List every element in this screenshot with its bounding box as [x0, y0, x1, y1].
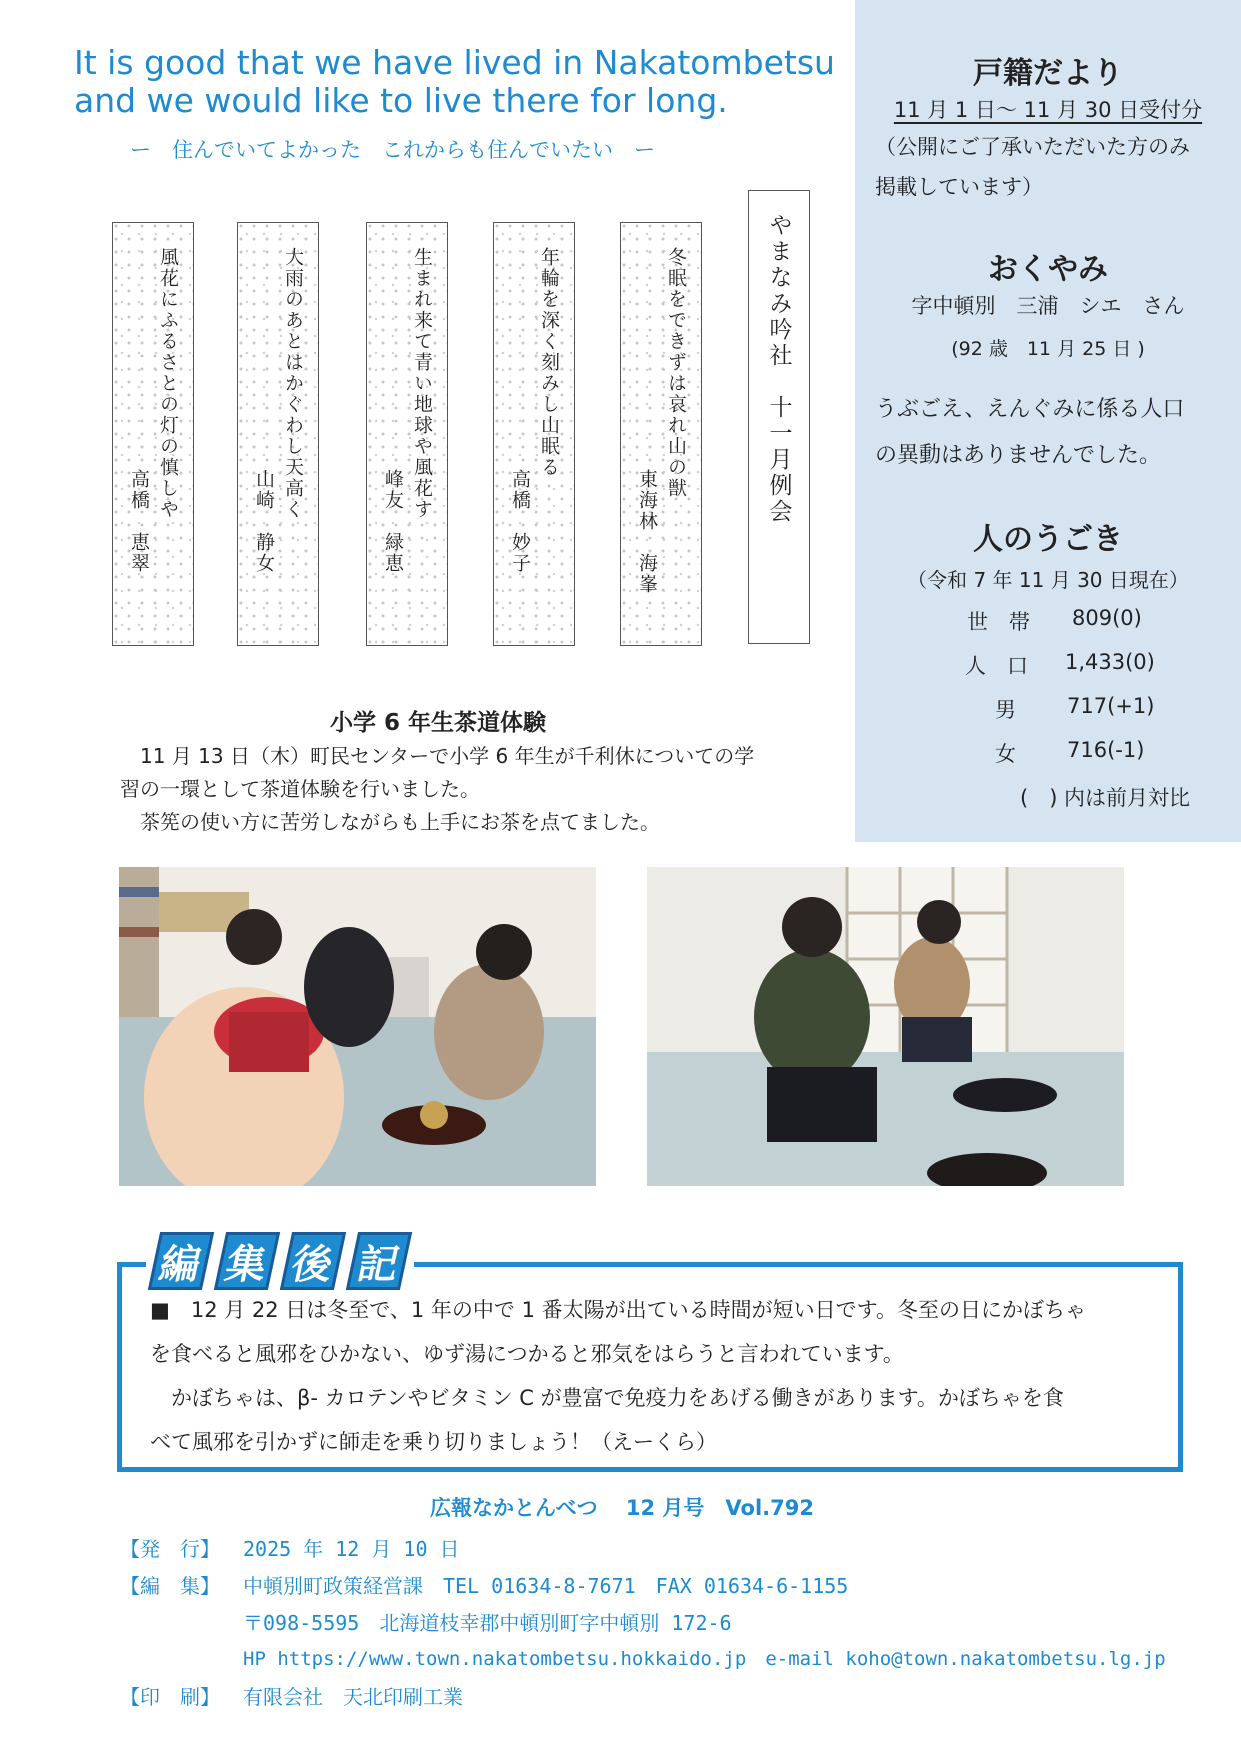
- editor-note-title-char: 集: [214, 1232, 280, 1290]
- haiku-title: やまなみ吟社 十一月例会: [765, 213, 792, 525]
- haiku-poem: 風花にふるさとの灯の慎しや: [157, 247, 179, 520]
- stat-value: 717(+1): [1067, 694, 1155, 718]
- issue-label: 【発 行】: [120, 1537, 220, 1561]
- editor-note-line3: かぼちゃは、β- カロテンやビタミン C が豊富で免疫力をあげる働きがあります。かぼちゃを食: [171, 1386, 1064, 1410]
- editor-contact: 中頓別町政策経営課 TEL 01634-8-7671 FAX 01634-6-1155: [243, 1574, 849, 1598]
- editor-note-title-char: 編: [148, 1232, 214, 1290]
- stat-label: 世 帯: [967, 610, 1030, 634]
- koseki-period: 11 月 1 日～ 11 月 30 日受付分: [893, 98, 1203, 122]
- haiku-card-3: [366, 222, 448, 646]
- koseki-note-1: （公開にご了承いただいた方のみ: [875, 135, 1190, 159]
- haiku-author: 山崎 静女: [253, 469, 275, 574]
- printer-label: 【印 刷】: [120, 1685, 220, 1709]
- stat-label: 女: [995, 742, 1016, 766]
- haiku-poem: 生まれ来て青い地球や風花す: [411, 247, 433, 520]
- editor-note-line4: べて風邪を引かずに師走を乗り切りましょう！（えーくら）: [150, 1430, 717, 1454]
- editor-note-title-char: 記: [346, 1232, 412, 1290]
- stat-households: [967, 606, 1227, 636]
- haiku-author: 峰友 緑恵: [382, 469, 404, 574]
- printer-name: 有限会社 天北印刷工業: [243, 1685, 463, 1709]
- japanese-slogan: ー 住んでいてよかった これからも住んでいたい ー: [130, 138, 655, 162]
- haiku-author: 高橋 恵翠: [128, 469, 150, 574]
- okuyami-title: おくやみ: [988, 252, 1108, 287]
- stat-value: 1,433(0): [1065, 650, 1155, 674]
- haiku-poem: 冬眠をできずは哀れ山の獣: [665, 247, 687, 499]
- office-address: 〒098-5595 北海道枝幸郡中頓別町字中頓別 172-6: [243, 1611, 732, 1635]
- koseki-note-2: 掲載しています）: [875, 175, 1043, 199]
- web-and-email: HP https://www.town.nakatombetsu.hokkaido.jp e-mail koho@town.nakatombetsu.lg.jp: [243, 1648, 1166, 1670]
- okuyami-note-1: うぶごえ、えんぐみに係る人口: [875, 397, 1185, 422]
- stat-value: 809(0): [1072, 606, 1142, 630]
- english-slogan-line2: and we would like to live there for long.: [74, 81, 728, 120]
- haiku-poem: 大雨のあとはかぐわし天高く: [282, 247, 304, 520]
- okuyami-detail: (92 歳 11 月 25 日 ): [951, 338, 1145, 360]
- article-para1-line1: 11 月 13 日（木）町民センターで小学 6 年生が千利休についての学: [140, 744, 755, 768]
- koseki-title: 戸籍だより: [973, 56, 1123, 91]
- stat-female: [995, 738, 1241, 768]
- editor-note-title-char: 後: [280, 1232, 346, 1290]
- sidebar-panel: [855, 0, 1241, 842]
- haiku-poem: 年輪を深く刻みし山眠る: [538, 247, 560, 478]
- article-body: [120, 740, 840, 839]
- haiku-card-4: [237, 222, 319, 646]
- issue-date: 2025 年 12 月 10 日: [243, 1537, 460, 1561]
- haiku-card-5: [112, 222, 194, 646]
- haiku-card-2: [493, 222, 575, 646]
- editor-note-line2: を食べると風邪をひかない、ゆず湯につかると邪気をはらうと言われています。: [150, 1342, 904, 1366]
- publication-title: 広報なかとんべつ 12 月号 Vol.792: [430, 1496, 814, 1520]
- stat-value: 716(-1): [1067, 738, 1145, 762]
- article-title: 小学 6 年生茶道体験: [330, 710, 547, 736]
- hito-title: 人のうごき: [973, 522, 1123, 557]
- haiku-author: 高橋 妙子: [509, 469, 531, 574]
- english-slogan-line1: It is good that we have lived in Nakatombetsu: [74, 43, 835, 82]
- haiku-card-1: [620, 222, 702, 646]
- okuyami-entry: 字中頓別 三浦 シエ さん: [911, 294, 1185, 318]
- tea-ceremony-photo-1: [119, 867, 596, 1186]
- tea-ceremony-photo-2: [647, 867, 1124, 1186]
- editor-label: 【編 集】: [120, 1574, 220, 1598]
- editor-note-text: [150, 1288, 1170, 1464]
- haiku-author: 東海林 海峯: [636, 469, 658, 595]
- stat-label: 男: [995, 698, 1016, 722]
- editor-note-line1: ■ 12 月 22 日は冬至で、1 年の中で 1 番太陽が出ている時間が短い日です。冬至の日にかぼちゃ: [150, 1298, 1086, 1322]
- article-para2: 茶筅の使い方に苦労しながらも上手にお茶を点てました。: [140, 810, 660, 834]
- stat-label: 人 口: [965, 654, 1028, 678]
- okuyami-note-2: の異動はありませんでした。: [875, 443, 1162, 468]
- stat-footnote: ( ) 内は前月対比: [1020, 786, 1191, 810]
- hito-date: （令和 7 年 11 月 30 日現在）: [907, 568, 1189, 592]
- haiku-title-card: [748, 190, 810, 644]
- stat-male: [995, 694, 1241, 724]
- stat-population: [965, 650, 1225, 680]
- article-para1-line2: 習の一環として茶道体験を行いました。: [120, 777, 480, 801]
